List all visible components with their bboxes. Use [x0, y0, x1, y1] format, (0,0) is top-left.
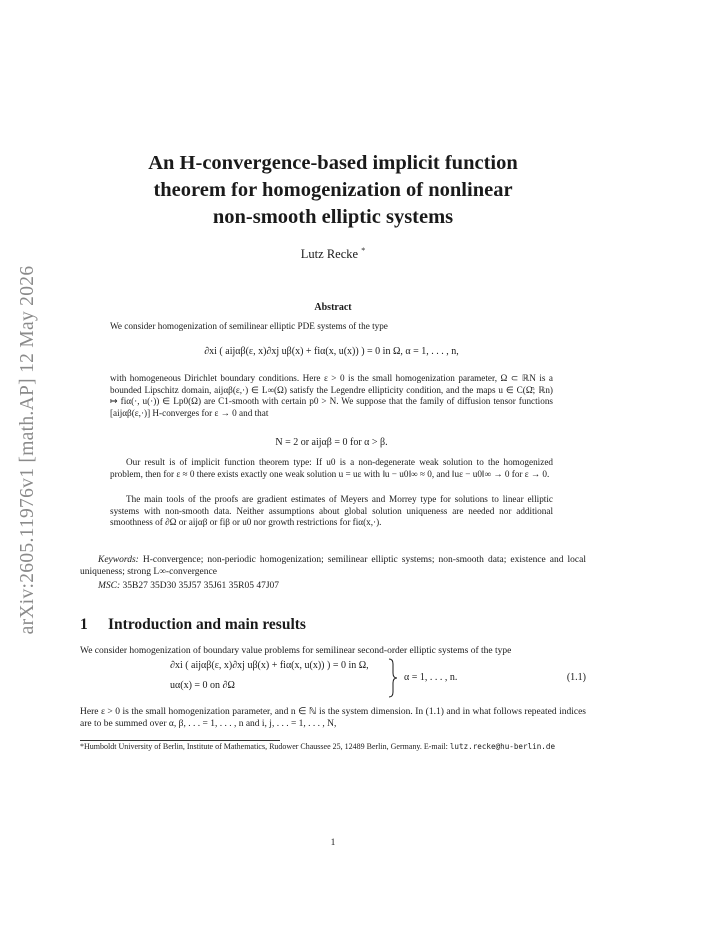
- title-line-2: theorem for homogenization of nonlinear: [153, 179, 513, 201]
- author-footnote-mark: *: [361, 246, 366, 255]
- msc-codes: 35B27 35D30 35J57 35J61 35R05 47J07: [122, 581, 280, 591]
- section-number: 1: [80, 616, 88, 633]
- abstract-paragraph-3: The main tools of the proofs are gradient estimates of Meyers and Morrey type for solutions to linear elliptic systems with non-smooth data. Neither assumptions about global solution uniqueness are needed nor additional smoothness of ∂Ω or aijαβ or fiβ or u0 nor growth restrictions for fiα(x,·).: [110, 494, 553, 528]
- footnote: [80, 742, 586, 753]
- section-heading: [80, 616, 586, 634]
- section-paragraph: Here ε > 0 is the small homogenization parameter, and n ∈ ℕ is the system dimension. In (1.1) and in what follows repeated indices are to be summed over α, β, . . . = 1, . . . , n and i, j, . . . = 1, . . . , N,: [80, 707, 586, 730]
- section-intro: We consider homogenization of boundary value problems for semilinear second-order elliptic systems of the type: [80, 646, 512, 656]
- msc-block: [80, 580, 586, 592]
- abstract-equation-2: N = 2 or aijαβ = 0 for α > β.: [275, 437, 388, 448]
- abstract-paragraph-2: Our result is of implicit function theorem type: If u0 is a non-degenerate weak solution to the homogenized problem, then for ε ≈ 0 there exists exactly one weak solution u = uε with ‖u − u0‖∞ ≈ 0, and ‖uε − u0‖∞ → 0 for ε → 0.: [110, 457, 553, 479]
- keywords-text: H-convergence; non-periodic homogenization; semilinear elliptic systems; non-smooth data; existence and local uniqueness; strong L∞-convergence: [80, 555, 587, 578]
- equation-index-range: α = 1, . . . , n.: [404, 672, 458, 683]
- abstract-heading: Abstract: [314, 302, 352, 313]
- title-line-1: An H-convergence-based implicit function: [148, 152, 518, 174]
- paper-title: [80, 150, 586, 231]
- abstract-paragraph-1: with homogeneous Dirichlet boundary conditions. Here ε > 0 is the small homogenization parameter, Ω ⊂ ℝN is a bounded Lipschitz domain, aijαβ(ε,·) ∈ L∞(Ω) satisfy the Legendre ellipticity condition, and the maps u ∈ C(Ω̄; ℝn) ↦ fiα(·, u(·)) ∈ Lp0(Ω) are C1-smooth with certain p0 > N. We suppose that the family of diffusion tensor functions [aijαβ(ε,·)] H-converges for ε → 0 and that: [110, 373, 553, 418]
- abstract-equation-1: ∂xi ( aijαβ(ε, x)∂xj uβ(x) + fiα(x, u(x)) ) = 0 in Ω, α = 1, . . . , n,: [204, 346, 459, 357]
- footnote-text: *Humboldt University of Berlin, Institute of Mathematics, Rudower Chaussee 25, 12489 Berlin, Germany. E-mail:: [80, 742, 450, 751]
- abstract-intro: We consider homogenization of semilinear elliptic PDE systems of the type: [110, 321, 388, 331]
- keywords-label: Keywords:: [98, 555, 139, 565]
- equation-1-1: [170, 658, 586, 708]
- title-line-3: non-smooth elliptic systems: [212, 206, 454, 228]
- page-number: 1: [330, 838, 336, 848]
- author-name: Lutz Recke: [300, 247, 359, 262]
- equation-line-1: ∂xi ( aijαβ(ε, x)∂xj uβ(x) + fiα(x, u(x)) ) = 0 in Ω,: [170, 660, 369, 671]
- keywords-block: [80, 554, 586, 578]
- equation-number: (1.1): [566, 672, 586, 683]
- arxiv-identifier: arXiv:2605.11976v1 [math.AP] 12 May 2026: [17, 265, 38, 635]
- equation-line-2: uα(x) = 0 on ∂Ω: [170, 680, 235, 691]
- arxiv-sidebar-stamp: [12, 240, 44, 660]
- section-title: Introduction and main results: [108, 616, 306, 633]
- footnote-email[interactable]: lutz.recke@hu-berlin.de: [449, 742, 556, 751]
- author-line: [80, 246, 586, 262]
- footnote-rule: [80, 740, 280, 741]
- msc-label: MSC:: [98, 581, 121, 591]
- right-brace-icon: [388, 658, 398, 698]
